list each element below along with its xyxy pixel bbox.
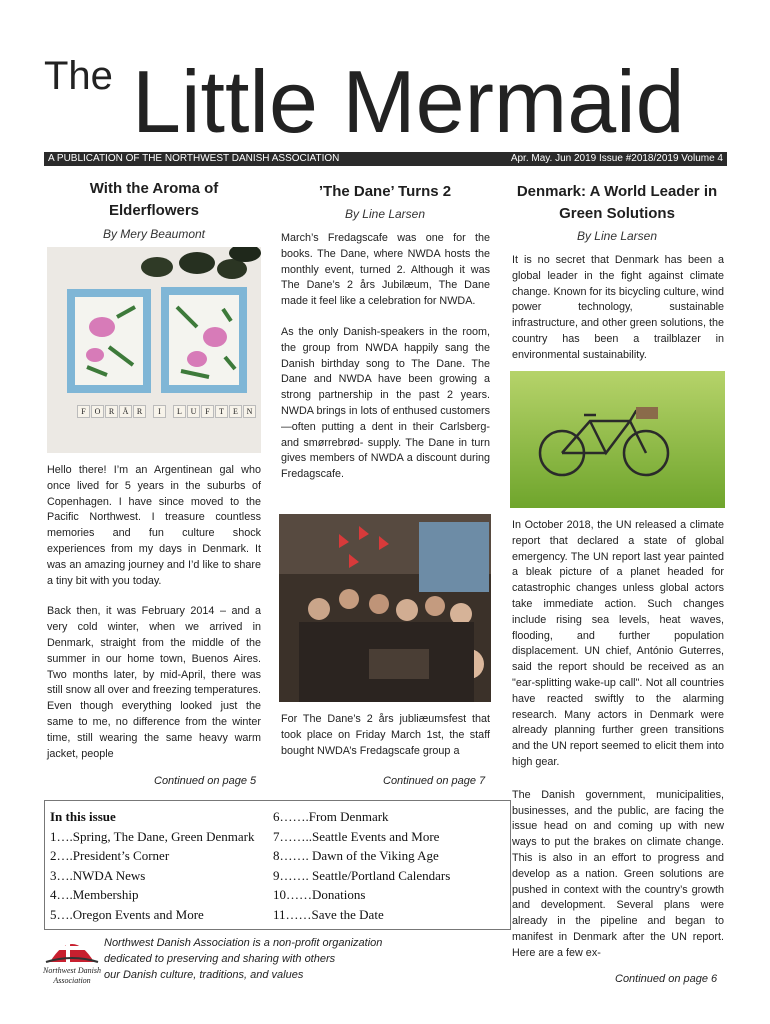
issue-item[interactable]: 9……. Seattle/Portland Calendars [273, 867, 451, 883]
tagline-line: our Danish culture, traditions, and values [104, 969, 304, 981]
article-body-elderflowers [47, 463, 261, 762]
letter-tile: Å [119, 405, 132, 418]
issue-heading: In this issue [50, 809, 116, 824]
issue-item[interactable]: 7……..Seattle Events and More [273, 828, 440, 844]
issue-list-right [273, 807, 450, 924]
continued-link-page7[interactable]: Continued on page 7 [383, 775, 486, 787]
masthead-title: Little Mermaid [132, 52, 685, 151]
article-body-the-dane-cont [281, 712, 490, 759]
elderflower-frames-photo [47, 247, 261, 453]
issue-item[interactable]: 10……Donations [273, 887, 366, 902]
letter-tile: R [133, 405, 146, 418]
publication-name: A PUBLICATION OF THE NORTHWEST DANISH ASSOCIATION [48, 153, 340, 164]
footer-tagline [104, 935, 404, 983]
paragraph: For The Dane’s 2 års jubliæumsfest that took place on Friday March 1st, the staff bought NWDA’s Fredagscafe group a [281, 713, 490, 757]
fredagscafe-group-photo [279, 514, 491, 702]
letter-tile: I [153, 405, 166, 418]
article-headline-elderflowers: With the Aroma of Elderflowers [89, 180, 219, 219]
letter-tile: U [187, 405, 200, 418]
paragraph: Hello there! I’m an Argentinean gal who once lived for 5 years in the suburbs of Copenhagen. I have since moved to the Pacific Northwest. I treasure countless memories and fun culture shock experiences from my days in Denmark. It was an amazing journey and I’d like to share a tiny bit with you today. [47, 464, 261, 587]
issue-list-left [50, 807, 254, 924]
article-body-the-dane [281, 231, 490, 498]
article-body-green-denmark [512, 253, 724, 364]
issue-item[interactable]: 8……. Dawn of the Viking Age [273, 848, 439, 863]
issue-info: Apr. May. Jun 2019 Issue #2018/2019 Volume 4 [510, 153, 723, 164]
masthead-the: The [44, 54, 113, 98]
paragraph: As the only Danish-speakers in the room, the group from NWDA happily sang the Danish birthday song to The Dane. The Dane and NWDA have been growing a strong partnership in the past 2 years. NWDA brings in lots of enthused customers—often putting a dent in their Carlsberg- and smørrebrød- supply. The Dane in turn gives members of NWDA a discount during Fredagscafe. [281, 325, 490, 481]
article-byline-green-denmark: By Line Larsen [576, 229, 658, 243]
issue-item[interactable]: 3….NWDA News [50, 867, 146, 883]
letter-tiles [47, 247, 261, 453]
letter-tile: N [243, 405, 256, 418]
in-this-issue-box [44, 800, 511, 930]
issue-item[interactable]: 5….Oregon Events and More [50, 906, 204, 922]
letter-tile: E [229, 405, 242, 418]
article-byline-elderflowers: By Mery Beaumont [102, 227, 206, 241]
continued-link-page6[interactable]: Continued on page 6 [615, 973, 718, 985]
issue-item[interactable]: 1….Spring, The Dane, Green Denmark [50, 828, 255, 844]
article-headline-green-denmark: Denmark: A World Leader in Green Solutions [516, 183, 718, 222]
continued-link-page5[interactable]: Continued on page 5 [154, 775, 257, 787]
bicycle-field-photo [510, 371, 725, 508]
letter-tile: F [201, 405, 214, 418]
letter-tile: L [173, 405, 186, 418]
issue-item[interactable]: 4….Membership [50, 887, 139, 902]
letter-tile: O [91, 405, 104, 418]
publication-band [44, 152, 727, 166]
issue-item[interactable]: 11……Save the Date [273, 906, 384, 922]
article-headline-the-dane: ’The Dane’ Turns 2 [318, 183, 452, 200]
paragraph: It is no secret that Denmark has been a global leader in the fight against climate change. Known for its bicycling culture, wind power technology, sustainable infrastructure, and other green solutions, the country has been a trailblazer in environmental sustainability. [512, 254, 724, 361]
tagline-line: Northwest Danish Association is a non-profit organization [104, 937, 383, 949]
paragraph: In October 2018, the UN released a climate report that declared a state of global emergency. The UN report last year painted a bleak picture of a planet headed for catastrophic changes unless global actors take immediate action. Such changes include rising sea levels, heat waves, flooding, and further population displacement. UN chief, António Guterres, said the report should be received as an "ear-splitting wake-up call". Not all countries have reacted swiftly to the alarming research. Many actors in Denmark were already planning further green transitions and the UN report seemed to elicit them into high gear. [512, 519, 724, 768]
issue-item[interactable]: 2….President’s Corner [50, 848, 170, 863]
letter-tile: F [77, 405, 90, 418]
issue-item[interactable]: 6…….From Denmark [273, 809, 389, 824]
paragraph: Back then, it was February 2014 – and a very cold winter, when we arrived in Denmark, straight from the middle of the summer in our home town, Buenos Aires. Two months later, by mid-April, there was still snow all over and freezing temperatures. Even though everything looked just the same to me, no difference from the winter time, still wearing the same heavy warm jacket, people [47, 605, 261, 760]
article-byline-the-dane: By Line Larsen [344, 207, 426, 221]
letter-tile: R [105, 405, 118, 418]
article-body-green-denmark-cont [512, 518, 724, 962]
paragraph: The Danish government, municipalities, businesses, and the public, are facing the issue head on and coming up with new ways to put the brakes on climate change. This is also in an effort to progress and develop as a nation. Green solutions are pushed in context with the country’s growth and development. Several plans were already in the pipeline and began to manifest in Denmark after the UN report. Here are a few ex- [512, 788, 724, 959]
logo-label: Northwest Danish Association [42, 966, 101, 985]
letter-tile: T [215, 405, 228, 418]
paragraph: March’s Fredagscafe was one for the books. The Dane, where NWDA hosts the monthly event, turned 2. Although it was The Dane’s 2 års Jubilæum, The Dane made it feel like a celebration for NWDA. [281, 232, 490, 308]
tagline-line: dedicated to preserving and sharing with others [104, 953, 336, 965]
